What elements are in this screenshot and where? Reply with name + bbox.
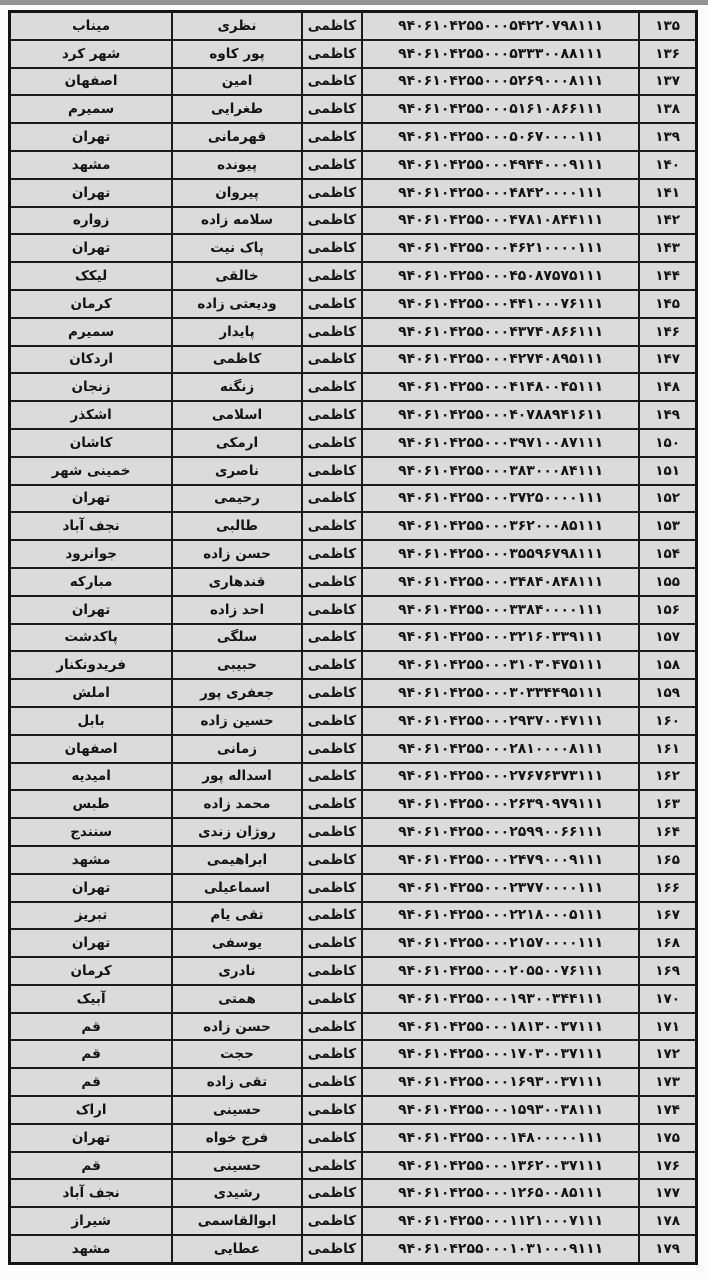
city-cell: کاشان bbox=[10, 429, 173, 457]
tracking-number-cell: ۹۴۰۶۱۰۴۲۵۵۰۰۰۲۸۱۰۰۰۰۸۱۱۱ bbox=[362, 735, 639, 763]
table-row bbox=[10, 874, 697, 902]
family-name-cell: کاظمی bbox=[302, 1013, 362, 1041]
row-number-cell: ۱۵۳ bbox=[639, 512, 696, 540]
surname-cell: زمانی bbox=[172, 735, 302, 763]
tracking-number-cell: ۹۴۰۶۱۰۴۲۵۵۰۰۰۵۱۶۱۰۸۶۶۱۱۱ bbox=[362, 95, 639, 123]
city-cell: کرمان bbox=[10, 957, 173, 985]
row-number-cell: ۱۶۲ bbox=[639, 763, 696, 791]
surname-cell: حسینی bbox=[172, 1152, 302, 1180]
table-row bbox=[10, 207, 697, 235]
surname-cell: فرج خواه bbox=[172, 1124, 302, 1152]
row-number-cell: ۱۵۲ bbox=[639, 485, 696, 513]
surname-cell: نادری bbox=[172, 957, 302, 985]
row-number-cell: ۱۵۰ bbox=[639, 429, 696, 457]
family-name-cell: کاظمی bbox=[302, 123, 362, 151]
tracking-number-cell: ۹۴۰۶۱۰۴۲۵۵۰۰۰۴۱۴۸۰۰۴۵۱۱۱ bbox=[362, 373, 639, 401]
table-row bbox=[10, 318, 697, 346]
tracking-number-cell: ۹۴۰۶۱۰۴۲۵۵۰۰۰۱۷۰۳۰۰۳۷۱۱۱ bbox=[362, 1040, 639, 1068]
surname-cell: زنگنه bbox=[172, 373, 302, 401]
table-row bbox=[10, 1207, 697, 1235]
row-number-cell: ۱۴۷ bbox=[639, 346, 696, 374]
city-cell: خمینی شهر bbox=[10, 457, 173, 485]
surname-cell: حسینی bbox=[172, 1096, 302, 1124]
tracking-number-cell: ۹۴۰۶۱۰۴۲۵۵۰۰۰۴۰۷۸۸۹۴۱۶۱۱ bbox=[362, 401, 639, 429]
surname-cell: حسین زاده bbox=[172, 707, 302, 735]
row-number-cell: ۱۷۳ bbox=[639, 1068, 696, 1096]
family-name-cell: کاظمی bbox=[302, 902, 362, 930]
table-row bbox=[10, 790, 697, 818]
row-number-cell: ۱۴۵ bbox=[639, 290, 696, 318]
row-number-cell: ۱۶۵ bbox=[639, 846, 696, 874]
row-number-cell: ۱۷۰ bbox=[639, 985, 696, 1013]
family-name-cell: کاظمی bbox=[302, 512, 362, 540]
surname-cell: رشیدی bbox=[172, 1179, 302, 1207]
surname-cell: یوسفی bbox=[172, 929, 302, 957]
surname-cell: ناصری bbox=[172, 457, 302, 485]
surname-cell: کاظمی bbox=[172, 346, 302, 374]
surname-cell: حجت bbox=[172, 1040, 302, 1068]
family-name-cell: کاظمی bbox=[302, 763, 362, 791]
row-number-cell: ۱۷۶ bbox=[639, 1152, 696, 1180]
row-number-cell: ۱۶۴ bbox=[639, 818, 696, 846]
surname-cell: پیونده bbox=[172, 151, 302, 179]
city-cell: تبریز bbox=[10, 902, 173, 930]
family-name-cell: کاظمی bbox=[302, 429, 362, 457]
row-number-cell: ۱۵۴ bbox=[639, 540, 696, 568]
surname-cell: رحیمی bbox=[172, 485, 302, 513]
family-name-cell: کاظمی bbox=[302, 318, 362, 346]
table-row bbox=[10, 512, 697, 540]
surname-cell: تقی یام bbox=[172, 902, 302, 930]
family-name-cell: کاظمی bbox=[302, 1207, 362, 1235]
tracking-number-cell: ۹۴۰۶۱۰۴۲۵۵۰۰۰۱۴۸۰۰۰۰۰۱۱۱ bbox=[362, 1124, 639, 1152]
city-cell: آبیک bbox=[10, 985, 173, 1013]
table-row bbox=[10, 1179, 697, 1207]
family-name-cell: کاظمی bbox=[302, 929, 362, 957]
row-number-cell: ۱۷۱ bbox=[639, 1013, 696, 1041]
surname-cell: پور کاوه bbox=[172, 40, 302, 68]
table-row bbox=[10, 1040, 697, 1068]
family-name-cell: کاظمی bbox=[302, 95, 362, 123]
surname-cell: همتی bbox=[172, 985, 302, 1013]
tracking-number-cell: ۹۴۰۶۱۰۴۲۵۵۰۰۰۵۴۲۲۰۷۹۸۱۱۱ bbox=[362, 12, 639, 40]
tracking-number-cell: ۹۴۰۶۱۰۴۲۵۵۰۰۰۱۸۱۳۰۰۳۷۱۱۱ bbox=[362, 1013, 639, 1041]
surname-cell: طالبی bbox=[172, 512, 302, 540]
family-name-cell: کاظمی bbox=[302, 1040, 362, 1068]
city-cell: بابل bbox=[10, 707, 173, 735]
city-cell: اصفهان bbox=[10, 735, 173, 763]
city-cell: اراک bbox=[10, 1096, 173, 1124]
city-cell: سنندج bbox=[10, 818, 173, 846]
tracking-number-cell: ۹۴۰۶۱۰۴۲۵۵۰۰۰۲۶۳۹۰۹۷۹۱۱۱ bbox=[362, 790, 639, 818]
row-number-cell: ۱۴۶ bbox=[639, 318, 696, 346]
surname-cell: پیروان bbox=[172, 179, 302, 207]
tracking-number-cell: ۹۴۰۶۱۰۴۲۵۵۰۰۰۲۲۱۸۰۰۰۵۱۱۱ bbox=[362, 902, 639, 930]
family-name-cell: کاظمی bbox=[302, 624, 362, 652]
row-number-cell: ۱۴۳ bbox=[639, 234, 696, 262]
tracking-number-cell: ۹۴۰۶۱۰۴۲۵۵۰۰۰۱۲۶۵۰۰۸۵۱۱۱ bbox=[362, 1179, 639, 1207]
family-name-cell: کاظمی bbox=[302, 846, 362, 874]
table-row bbox=[10, 346, 697, 374]
city-cell: قم bbox=[10, 1040, 173, 1068]
surname-cell: احد زاده bbox=[172, 596, 302, 624]
table-row bbox=[10, 1124, 697, 1152]
city-cell: املش bbox=[10, 679, 173, 707]
records-table bbox=[8, 10, 698, 1265]
city-cell: تهران bbox=[10, 874, 173, 902]
city-cell: زنجان bbox=[10, 373, 173, 401]
tracking-number-cell: ۹۴۰۶۱۰۴۲۵۵۰۰۰۴۵۰۸۷۵۷۵۱۱۱ bbox=[362, 262, 639, 290]
family-name-cell: کاظمی bbox=[302, 151, 362, 179]
tracking-number-cell: ۹۴۰۶۱۰۴۲۵۵۰۰۰۳۷۲۵۰۰۰۰۱۱۱ bbox=[362, 485, 639, 513]
family-name-cell: کاظمی bbox=[302, 207, 362, 235]
tracking-number-cell: ۹۴۰۶۱۰۴۲۵۵۰۰۰۲۰۵۵۰۰۷۶۱۱۱ bbox=[362, 957, 639, 985]
city-cell: تهران bbox=[10, 234, 173, 262]
tracking-number-cell: ۹۴۰۶۱۰۴۲۵۵۰۰۰۳۳۸۴۰۰۰۰۱۱۱ bbox=[362, 596, 639, 624]
surname-cell: پایدار bbox=[172, 318, 302, 346]
row-number-cell: ۱۳۸ bbox=[639, 95, 696, 123]
family-name-cell: کاظمی bbox=[302, 68, 362, 96]
row-number-cell: ۱۷۸ bbox=[639, 1207, 696, 1235]
row-number-cell: ۱۴۰ bbox=[639, 151, 696, 179]
row-number-cell: ۱۶۳ bbox=[639, 790, 696, 818]
family-name-cell: کاظمی bbox=[302, 707, 362, 735]
table-row bbox=[10, 1152, 697, 1180]
city-cell: سمیرم bbox=[10, 318, 173, 346]
city-cell: قم bbox=[10, 1152, 173, 1180]
family-name-cell: کاظمی bbox=[302, 957, 362, 985]
tracking-number-cell: ۹۴۰۶۱۰۴۲۵۵۰۰۰۳۴۸۴۰۸۴۸۱۱۱ bbox=[362, 568, 639, 596]
row-number-cell: ۱۵۶ bbox=[639, 596, 696, 624]
surname-cell: ارمکی bbox=[172, 429, 302, 457]
family-name-cell: کاظمی bbox=[302, 596, 362, 624]
family-name-cell: کاظمی bbox=[302, 818, 362, 846]
surname-cell: اسلامی bbox=[172, 401, 302, 429]
family-name-cell: کاظمی bbox=[302, 346, 362, 374]
tracking-number-cell: ۹۴۰۶۱۰۴۲۵۵۰۰۰۵۰۶۷۰۰۰۰۱۱۱ bbox=[362, 123, 639, 151]
city-cell: نجف آباد bbox=[10, 1179, 173, 1207]
row-number-cell: ۱۷۴ bbox=[639, 1096, 696, 1124]
table-row bbox=[10, 373, 697, 401]
surname-cell: ابراهیمی bbox=[172, 846, 302, 874]
city-cell: زواره bbox=[10, 207, 173, 235]
row-number-cell: ۱۴۹ bbox=[639, 401, 696, 429]
records-table-body bbox=[10, 12, 697, 1264]
table-row bbox=[10, 568, 697, 596]
tracking-number-cell: ۹۴۰۶۱۰۴۲۵۵۰۰۰۳۸۳۰۰۰۸۴۱۱۱ bbox=[362, 457, 639, 485]
city-cell: جوانرود bbox=[10, 540, 173, 568]
surname-cell: طغرایی bbox=[172, 95, 302, 123]
table-row bbox=[10, 179, 697, 207]
row-number-cell: ۱۳۵ bbox=[639, 12, 696, 40]
tracking-number-cell: ۹۴۰۶۱۰۴۲۵۵۰۰۰۵۲۶۹۰۰۰۸۱۱۱ bbox=[362, 68, 639, 96]
surname-cell: خالقی bbox=[172, 262, 302, 290]
table-row bbox=[10, 1068, 697, 1096]
table-row bbox=[10, 151, 697, 179]
tracking-number-cell: ۹۴۰۶۱۰۴۲۵۵۰۰۰۱۶۹۳۰۰۳۷۱۱۱ bbox=[362, 1068, 639, 1096]
tracking-number-cell: ۹۴۰۶۱۰۴۲۵۵۰۰۰۴۶۲۱۰۰۰۰۱۱۱ bbox=[362, 234, 639, 262]
row-number-cell: ۱۵۸ bbox=[639, 651, 696, 679]
row-number-cell: ۱۶۱ bbox=[639, 735, 696, 763]
surname-cell: اسداله پور bbox=[172, 763, 302, 791]
tracking-number-cell: ۹۴۰۶۱۰۴۲۵۵۰۰۰۱۱۲۱۰۰۰۷۱۱۱ bbox=[362, 1207, 639, 1235]
row-number-cell: ۱۳۶ bbox=[639, 40, 696, 68]
city-cell: شیراز bbox=[10, 1207, 173, 1235]
city-cell: شهر کرد bbox=[10, 40, 173, 68]
surname-cell: حسن زاده bbox=[172, 1013, 302, 1041]
family-name-cell: کاظمی bbox=[302, 1179, 362, 1207]
surname-cell: سلامه زاده bbox=[172, 207, 302, 235]
tracking-number-cell: ۹۴۰۶۱۰۴۲۵۵۰۰۰۲۷۶۷۶۳۷۳۱۱۱ bbox=[362, 763, 639, 791]
table-row bbox=[10, 624, 697, 652]
tracking-number-cell: ۹۴۰۶۱۰۴۲۵۵۰۰۰۳۱۰۳۰۴۷۵۱۱۱ bbox=[362, 651, 639, 679]
tracking-number-cell: ۹۴۰۶۱۰۴۲۵۵۰۰۰۳۰۳۳۴۴۹۵۱۱۱ bbox=[362, 679, 639, 707]
family-name-cell: کاظمی bbox=[302, 485, 362, 513]
table-row bbox=[10, 95, 697, 123]
tracking-number-cell: ۹۴۰۶۱۰۴۲۵۵۰۰۰۲۳۷۷۰۰۰۰۱۱۱ bbox=[362, 874, 639, 902]
tracking-number-cell: ۹۴۰۶۱۰۴۲۵۵۰۰۰۳۲۱۶۰۳۳۹۱۱۱ bbox=[362, 624, 639, 652]
city-cell: میناب bbox=[10, 12, 173, 40]
city-cell: مشهد bbox=[10, 151, 173, 179]
tracking-number-cell: ۹۴۰۶۱۰۴۲۵۵۰۰۰۱۵۹۳۰۰۳۸۱۱۱ bbox=[362, 1096, 639, 1124]
city-cell: تهران bbox=[10, 1124, 173, 1152]
city-cell: مشهد bbox=[10, 846, 173, 874]
city-cell: تهران bbox=[10, 123, 173, 151]
tracking-number-cell: ۹۴۰۶۱۰۴۲۵۵۰۰۰۱۰۳۱۰۰۰۹۱۱۱ bbox=[362, 1235, 639, 1263]
table-row bbox=[10, 957, 697, 985]
family-name-cell: کاظمی bbox=[302, 1124, 362, 1152]
tracking-number-cell: ۹۴۰۶۱۰۴۲۵۵۰۰۰۳۹۷۱۰۰۸۷۱۱۱ bbox=[362, 429, 639, 457]
surname-cell: قهرمانی bbox=[172, 123, 302, 151]
surname-cell: اسماعیلی bbox=[172, 874, 302, 902]
tracking-number-cell: ۹۴۰۶۱۰۴۲۵۵۰۰۰۴۲۷۴۰۸۹۵۱۱۱ bbox=[362, 346, 639, 374]
family-name-cell: کاظمی bbox=[302, 568, 362, 596]
row-number-cell: ۱۴۱ bbox=[639, 179, 696, 207]
surname-cell: عطایی bbox=[172, 1235, 302, 1263]
surname-cell: روژان زندی bbox=[172, 818, 302, 846]
family-name-cell: کاظمی bbox=[302, 234, 362, 262]
tracking-number-cell: ۹۴۰۶۱۰۴۲۵۵۰۰۰۲۵۹۹۰۰۶۶۱۱۱ bbox=[362, 818, 639, 846]
table-row bbox=[10, 707, 697, 735]
surname-cell: پاک نیت bbox=[172, 234, 302, 262]
row-number-cell: ۱۵۵ bbox=[639, 568, 696, 596]
tracking-number-cell: ۹۴۰۶۱۰۴۲۵۵۰۰۰۳۵۵۹۶۷۹۸۱۱۱ bbox=[362, 540, 639, 568]
table-row bbox=[10, 457, 697, 485]
table-row bbox=[10, 596, 697, 624]
tracking-number-cell: ۹۴۰۶۱۰۴۲۵۵۰۰۰۲۹۳۷۰۰۴۷۱۱۱ bbox=[362, 707, 639, 735]
city-cell: اردکان bbox=[10, 346, 173, 374]
surname-cell: سلگی bbox=[172, 624, 302, 652]
table-row bbox=[10, 262, 697, 290]
city-cell: سمیرم bbox=[10, 95, 173, 123]
row-number-cell: ۱۶۷ bbox=[639, 902, 696, 930]
city-cell: اصفهان bbox=[10, 68, 173, 96]
table-row bbox=[10, 929, 697, 957]
table-row bbox=[10, 735, 697, 763]
family-name-cell: کاظمی bbox=[302, 1068, 362, 1096]
city-cell: اشکذر bbox=[10, 401, 173, 429]
surname-cell: محمد زاده bbox=[172, 790, 302, 818]
row-number-cell: ۱۳۹ bbox=[639, 123, 696, 151]
tracking-number-cell: ۹۴۰۶۱۰۴۲۵۵۰۰۰۴۹۴۴۰۰۰۹۱۱۱ bbox=[362, 151, 639, 179]
table-row bbox=[10, 234, 697, 262]
family-name-cell: کاظمی bbox=[302, 373, 362, 401]
tracking-number-cell: ۹۴۰۶۱۰۴۲۵۵۰۰۰۴۸۴۲۰۰۰۰۱۱۱ bbox=[362, 179, 639, 207]
city-cell: امیدیه bbox=[10, 763, 173, 791]
city-cell: فریدونکنار bbox=[10, 651, 173, 679]
city-cell: مشهد bbox=[10, 1235, 173, 1263]
city-cell: تهران bbox=[10, 929, 173, 957]
row-number-cell: ۱۷۷ bbox=[639, 1179, 696, 1207]
tracking-number-cell: ۹۴۰۶۱۰۴۲۵۵۰۰۰۳۶۲۰۰۰۸۵۱۱۱ bbox=[362, 512, 639, 540]
tracking-number-cell: ۹۴۰۶۱۰۴۲۵۵۰۰۰۵۳۳۳۰۰۸۸۱۱۱ bbox=[362, 40, 639, 68]
table-row bbox=[10, 12, 697, 40]
city-cell: طبس bbox=[10, 790, 173, 818]
table-row bbox=[10, 40, 697, 68]
surname-cell: ودیعتی زاده bbox=[172, 290, 302, 318]
family-name-cell: کاظمی bbox=[302, 457, 362, 485]
table-row bbox=[10, 985, 697, 1013]
surname-cell: نظری bbox=[172, 12, 302, 40]
tracking-number-cell: ۹۴۰۶۱۰۴۲۵۵۰۰۰۲۱۵۷۰۰۰۰۱۱۱ bbox=[362, 929, 639, 957]
table-row bbox=[10, 401, 697, 429]
row-number-cell: ۱۴۲ bbox=[639, 207, 696, 235]
city-cell: پاکدشت bbox=[10, 624, 173, 652]
city-cell: مبارکه bbox=[10, 568, 173, 596]
tracking-number-cell: ۹۴۰۶۱۰۴۲۵۵۰۰۰۴۴۱۰۰۰۷۶۱۱۱ bbox=[362, 290, 639, 318]
family-name-cell: کاظمی bbox=[302, 735, 362, 763]
family-name-cell: کاظمی bbox=[302, 1152, 362, 1180]
row-number-cell: ۱۴۴ bbox=[639, 262, 696, 290]
table-row bbox=[10, 1013, 697, 1041]
family-name-cell: کاظمی bbox=[302, 179, 362, 207]
page-top-edge bbox=[0, 0, 708, 5]
family-name-cell: کاظمی bbox=[302, 651, 362, 679]
row-number-cell: ۱۵۹ bbox=[639, 679, 696, 707]
family-name-cell: کاظمی bbox=[302, 790, 362, 818]
row-number-cell: ۱۶۰ bbox=[639, 707, 696, 735]
city-cell: تهران bbox=[10, 179, 173, 207]
row-number-cell: ۱۶۶ bbox=[639, 874, 696, 902]
table-row bbox=[10, 68, 697, 96]
row-number-cell: ۱۷۵ bbox=[639, 1124, 696, 1152]
row-number-cell: ۱۵۱ bbox=[639, 457, 696, 485]
table-row bbox=[10, 123, 697, 151]
row-number-cell: ۱۳۷ bbox=[639, 68, 696, 96]
surname-cell: حبیبی bbox=[172, 651, 302, 679]
family-name-cell: کاظمی bbox=[302, 874, 362, 902]
row-number-cell: ۱۶۹ bbox=[639, 957, 696, 985]
family-name-cell: کاظمی bbox=[302, 40, 362, 68]
table-row bbox=[10, 429, 697, 457]
table-row bbox=[10, 846, 697, 874]
family-name-cell: کاظمی bbox=[302, 1235, 362, 1263]
family-name-cell: کاظمی bbox=[302, 985, 362, 1013]
table-row bbox=[10, 1235, 697, 1263]
family-name-cell: کاظمی bbox=[302, 540, 362, 568]
city-cell: تهران bbox=[10, 485, 173, 513]
surname-cell: تقی زاده bbox=[172, 1068, 302, 1096]
surname-cell: ابوالقاسمی bbox=[172, 1207, 302, 1235]
tracking-number-cell: ۹۴۰۶۱۰۴۲۵۵۰۰۰۲۴۷۹۰۰۰۹۱۱۱ bbox=[362, 846, 639, 874]
family-name-cell: کاظمی bbox=[302, 262, 362, 290]
family-name-cell: کاظمی bbox=[302, 401, 362, 429]
surname-cell: قندهاری bbox=[172, 568, 302, 596]
table-row bbox=[10, 902, 697, 930]
table-row bbox=[10, 763, 697, 791]
row-number-cell: ۱۴۸ bbox=[639, 373, 696, 401]
family-name-cell: کاظمی bbox=[302, 290, 362, 318]
tracking-number-cell: ۹۴۰۶۱۰۴۲۵۵۰۰۰۱۳۶۲۰۰۳۷۱۱۱ bbox=[362, 1152, 639, 1180]
surname-cell: جعفری پور bbox=[172, 679, 302, 707]
family-name-cell: کاظمی bbox=[302, 12, 362, 40]
surname-cell: حسن زاده bbox=[172, 540, 302, 568]
tracking-number-cell: ۹۴۰۶۱۰۴۲۵۵۰۰۰۴۳۷۴۰۸۶۶۱۱۱ bbox=[362, 318, 639, 346]
table-row bbox=[10, 679, 697, 707]
city-cell: کرمان bbox=[10, 290, 173, 318]
row-number-cell: ۱۷۲ bbox=[639, 1040, 696, 1068]
table-row bbox=[10, 818, 697, 846]
city-cell: نجف آباد bbox=[10, 512, 173, 540]
table-row bbox=[10, 1096, 697, 1124]
city-cell: تهران bbox=[10, 596, 173, 624]
city-cell: قم bbox=[10, 1013, 173, 1041]
surname-cell: امین bbox=[172, 68, 302, 96]
row-number-cell: ۱۵۷ bbox=[639, 624, 696, 652]
family-name-cell: کاظمی bbox=[302, 1096, 362, 1124]
tracking-number-cell: ۹۴۰۶۱۰۴۲۵۵۰۰۰۱۹۳۰۰۳۴۴۱۱۱ bbox=[362, 985, 639, 1013]
table-row bbox=[10, 651, 697, 679]
city-cell: قم bbox=[10, 1068, 173, 1096]
table-row bbox=[10, 540, 697, 568]
row-number-cell: ۱۶۸ bbox=[639, 929, 696, 957]
table-row bbox=[10, 290, 697, 318]
table-row bbox=[10, 485, 697, 513]
family-name-cell: کاظمی bbox=[302, 679, 362, 707]
row-number-cell: ۱۷۹ bbox=[639, 1235, 696, 1263]
tracking-number-cell: ۹۴۰۶۱۰۴۲۵۵۰۰۰۴۷۸۱۰۸۴۴۱۱۱ bbox=[362, 207, 639, 235]
city-cell: لیکک bbox=[10, 262, 173, 290]
